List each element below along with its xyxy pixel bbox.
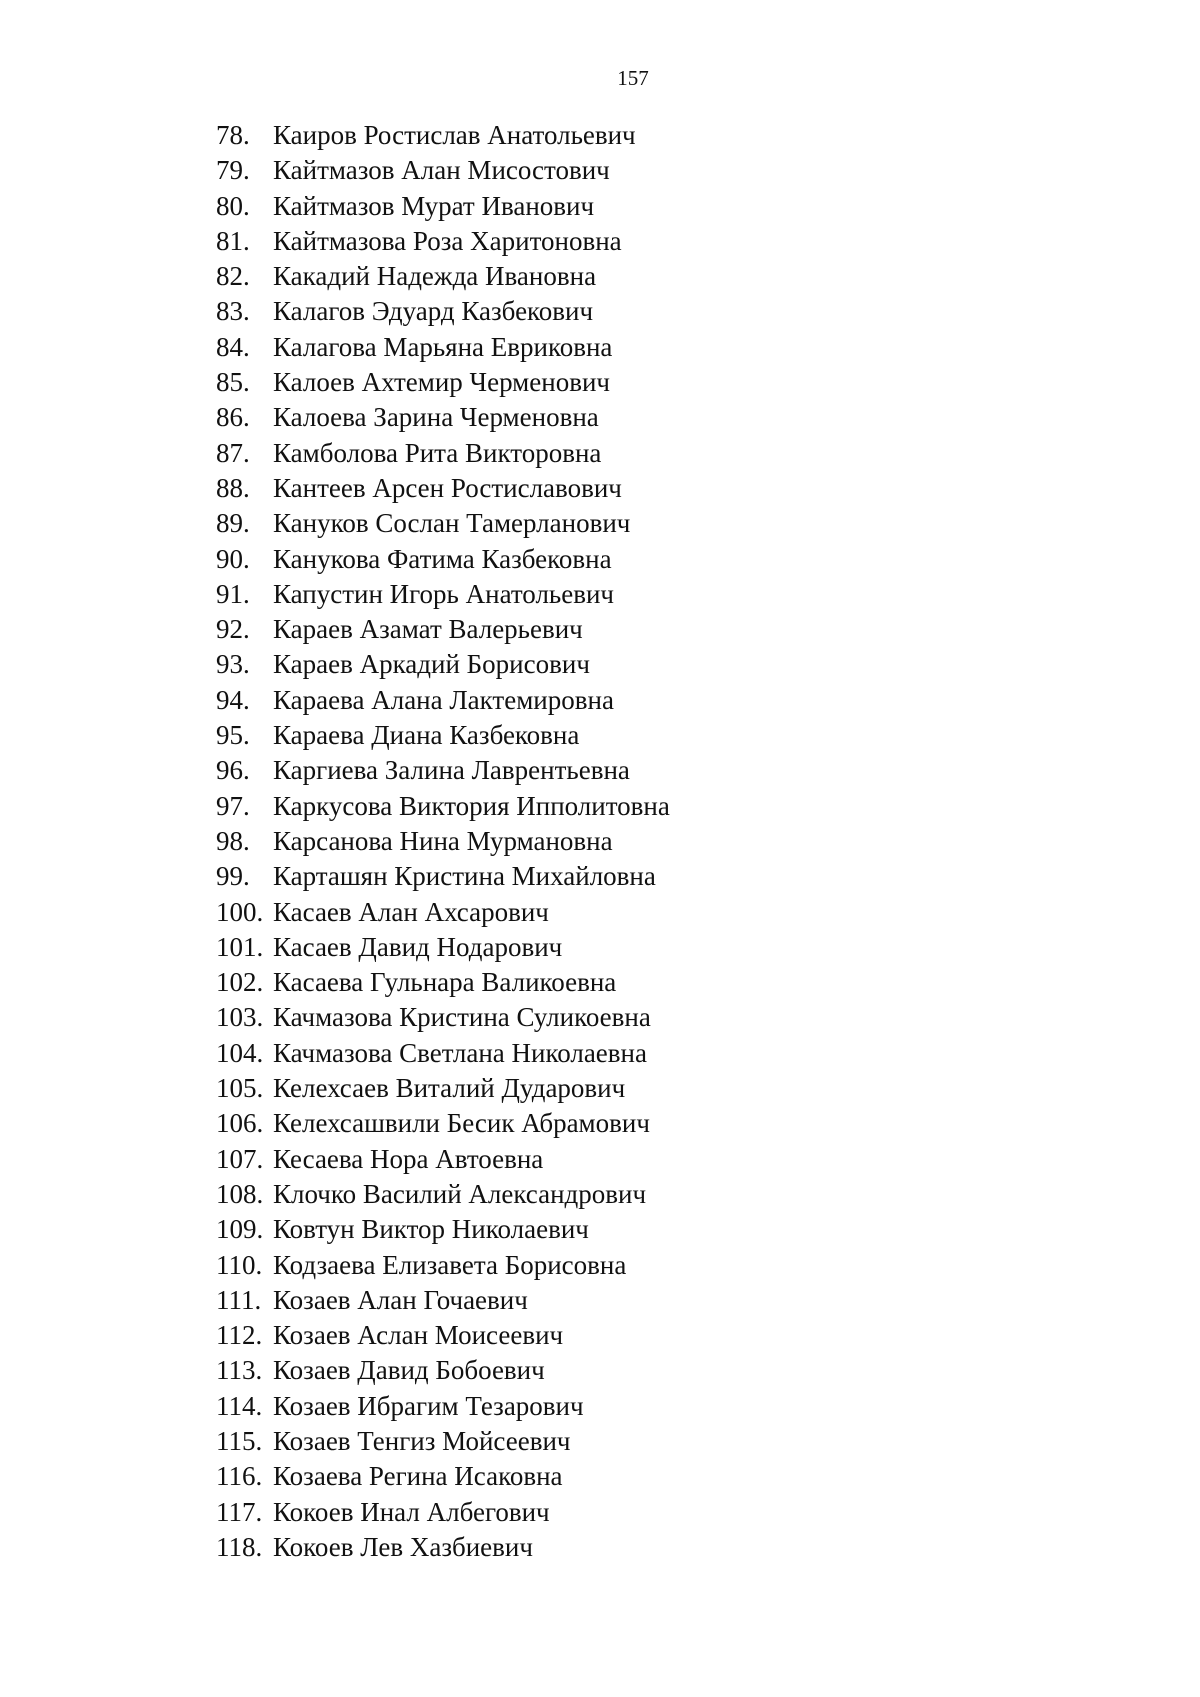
list-item-name: Какадий Надежда Ивановна — [273, 261, 597, 292]
list-item-number: 109. — [216, 1214, 264, 1245]
list-item-number: 117. — [216, 1496, 263, 1527]
list-item — [216, 542, 670, 577]
list-item-name: Караева Алана Лактемировна — [273, 684, 614, 715]
list-item — [216, 1071, 670, 1106]
list-item-name: Козаев Давид Бобоевич — [273, 1355, 545, 1386]
list-item-number: 92. — [216, 614, 250, 645]
list-item — [216, 1459, 670, 1494]
list-item-number: 88. — [216, 472, 250, 503]
list-item — [216, 753, 670, 788]
list-item-number: 83. — [216, 296, 250, 327]
list-item-name: Караева Диана Казбековна — [273, 720, 580, 751]
list-item-name: Кокоев Инал Албегович — [273, 1496, 550, 1527]
list-item — [216, 683, 670, 718]
list-item-number: 93. — [216, 649, 250, 680]
list-item-name: Келехсашвили Бесик Абрамович — [273, 1108, 650, 1139]
list-item — [216, 224, 670, 259]
list-item-number: 78. — [216, 120, 250, 150]
list-item-number: 112. — [216, 1320, 263, 1351]
list-item — [216, 153, 670, 188]
list-item — [216, 1000, 670, 1035]
list-item — [216, 612, 670, 647]
list-item-name: Касаев Алан Ахсарович — [273, 896, 549, 927]
list-item-name: Козаев Алан Гочаевич — [273, 1284, 528, 1315]
list-item-number: 79. — [216, 155, 250, 186]
list-item — [216, 471, 670, 506]
list-item-name: Козаев Аслан Моисеевич — [273, 1320, 564, 1351]
list-item-number: 115. — [216, 1425, 263, 1456]
list-item — [216, 259, 670, 294]
list-item — [216, 789, 670, 824]
list-item — [216, 1177, 670, 1212]
list-item-name: Козаев Ибрагим Тезарович — [273, 1390, 584, 1421]
list-item-number: 94. — [216, 684, 250, 715]
list-item-name: Карташян Кристина Михайловна — [273, 861, 656, 892]
list-item-name: Кесаева Нора Автоевна — [273, 1143, 544, 1174]
list-item-name: Канукова Фатима Казбековна — [273, 543, 612, 574]
list-item-number: 100. — [216, 896, 264, 927]
list-item-number: 116. — [216, 1461, 263, 1492]
list-item-number: 84. — [216, 331, 250, 362]
list-item-number: 118. — [216, 1531, 263, 1562]
list-item-name: Каргиева Залина Лаврентьевна — [273, 755, 630, 786]
list-item-number: 99. — [216, 861, 250, 892]
list-item-number: 111. — [216, 1284, 262, 1315]
list-item — [216, 930, 670, 965]
list-item — [216, 1495, 670, 1530]
list-item — [216, 400, 670, 435]
list-item-name: Козаев Тенгиз Мойсеевич — [273, 1425, 571, 1456]
list-item — [216, 294, 670, 329]
list-item — [216, 718, 670, 753]
list-item-number: 86. — [216, 402, 250, 433]
page-number: 157 — [617, 66, 649, 90]
list-item — [216, 118, 670, 153]
list-item-name: Качмазова Кристина Суликоевна — [273, 1002, 651, 1033]
list-item-name: Клочко Василий Александрович — [273, 1178, 647, 1209]
list-item-number: 106. — [216, 1108, 264, 1139]
list-item-name: Камболова Рита Викторовна — [273, 437, 602, 468]
name-list — [216, 118, 670, 1565]
list-item-number: 98. — [216, 825, 250, 856]
list-item — [216, 1212, 670, 1247]
list-item-number: 103. — [216, 1002, 264, 1033]
list-item-name: Ковтун Виктор Николаевич — [273, 1214, 589, 1245]
list-item — [216, 1318, 670, 1353]
list-item — [216, 1424, 670, 1459]
list-item-name: Кайтмазов Мурат Иванович — [273, 190, 595, 221]
list-item-number: 97. — [216, 790, 250, 821]
list-item-name: Кантеев Арсен Ростиславович — [273, 472, 622, 503]
list-item-number: 91. — [216, 578, 250, 609]
list-item — [216, 895, 670, 930]
list-item — [216, 189, 670, 224]
list-item-number: 96. — [216, 755, 250, 786]
list-item — [216, 647, 670, 682]
list-item-number: 114. — [216, 1390, 263, 1421]
list-item — [216, 1106, 670, 1141]
list-item-name: Козаева Регина Исаковна — [273, 1461, 563, 1492]
list-item-name: Калоева Зарина Черменовна — [273, 402, 599, 433]
list-item — [216, 506, 670, 541]
list-item — [216, 1036, 670, 1071]
list-item-name: Калагова Марьяна Евриковна — [273, 331, 613, 362]
list-item — [216, 1353, 670, 1388]
list-item-name: Кайтмазов Алан Мисостович — [273, 155, 610, 186]
list-item-number: 90. — [216, 543, 250, 574]
list-item-name: Каиров Ростислав Анатольевич — [273, 120, 636, 150]
list-item-name: Касаева Гульнара Валикоевна — [273, 967, 617, 998]
list-item-number: 82. — [216, 261, 250, 292]
list-item-name: Касаев Давид Нодарович — [273, 931, 563, 962]
list-item-number: 102. — [216, 967, 264, 998]
list-item-number: 87. — [216, 437, 250, 468]
list-item — [216, 1283, 670, 1318]
list-item-number: 95. — [216, 720, 250, 751]
list-item-name: Качмазова Светлана Николаевна — [273, 1037, 647, 1068]
list-item-number: 81. — [216, 225, 250, 256]
list-item-name: Кодзаева Елизавета Борисовна — [273, 1249, 627, 1280]
list-item-number: 107. — [216, 1143, 264, 1174]
list-item-name: Калоев Ахтемир Черменович — [273, 367, 610, 398]
list-item — [216, 859, 670, 894]
list-item-name: Калагов Эдуард Казбекович — [273, 296, 594, 327]
list-item-name: Кайтмазова Роза Харитоновна — [273, 225, 622, 256]
list-item-name: Караев Аркадий Борисович — [273, 649, 590, 680]
list-item-name: Каркусова Виктория Ипполитовна — [273, 790, 670, 821]
list-item — [216, 965, 670, 1000]
list-item — [216, 1142, 670, 1177]
list-item-name: Келехсаев Виталий Дударович — [273, 1073, 626, 1104]
list-item-name: Караев Азамат Валерьевич — [273, 614, 583, 645]
list-item-name: Кануков Сослан Тамерланович — [273, 508, 631, 539]
list-item-number: 113. — [216, 1355, 263, 1386]
list-item — [216, 330, 670, 365]
list-item — [216, 824, 670, 859]
list-item-number: 80. — [216, 190, 250, 221]
list-item-name: Капустин Игорь Анатольевич — [273, 578, 614, 609]
list-item-name: Карсанова Нина Мурмановна — [273, 825, 613, 856]
list-item — [216, 1389, 670, 1424]
list-item-number: 104. — [216, 1037, 264, 1068]
list-item — [216, 1530, 670, 1565]
list-item-number: 89. — [216, 508, 250, 539]
list-item-number: 110. — [216, 1249, 263, 1280]
list-item — [216, 1248, 670, 1283]
list-item-number: 108. — [216, 1178, 264, 1209]
list-item-number: 85. — [216, 367, 250, 398]
list-item-number: 101. — [216, 931, 264, 962]
list-item — [216, 365, 670, 400]
list-item — [216, 436, 670, 471]
list-item — [216, 577, 670, 612]
list-item-name: Кокоев Лев Хазбиевич — [273, 1531, 533, 1562]
list-item-number: 105. — [216, 1073, 264, 1104]
